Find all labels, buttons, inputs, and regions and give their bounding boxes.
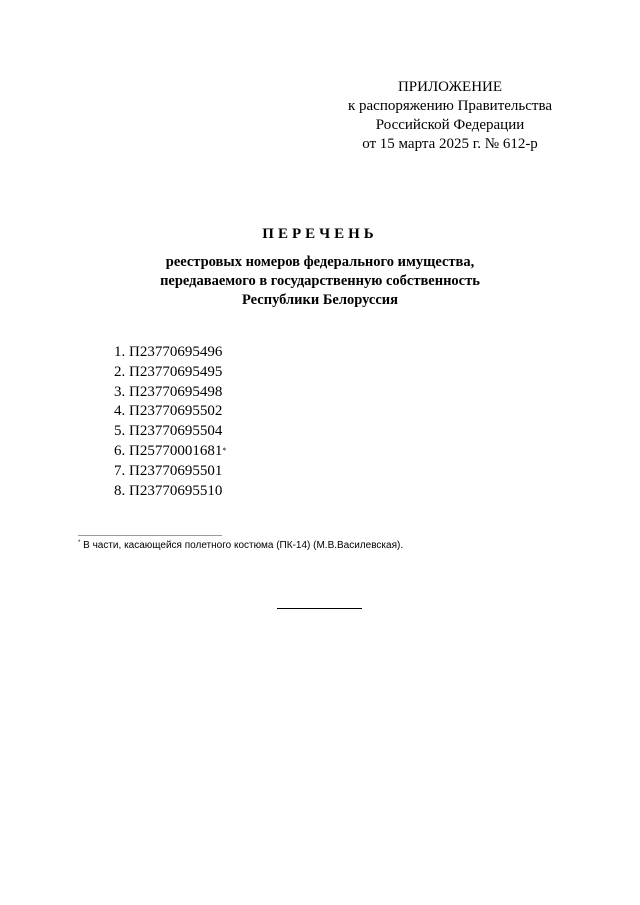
list-item [114,462,226,482]
end-of-document-line [277,608,362,609]
footnote-text: В части, касающейся полетного костюма (ПК-14) (М.В.Василевская). [80,540,404,551]
registry-number-list [114,343,226,501]
list-item-text: 7. П23770695501 [114,462,223,479]
appendix-line-2: Российской Федерации [375,117,525,133]
footnote [78,540,403,551]
list-item [114,402,226,422]
footnote-separator [78,535,222,536]
list-item [114,363,226,383]
list-item-text: 6. П25770001681 [114,442,223,459]
document-subtitle [80,253,560,310]
appendix-header [300,78,600,154]
list-item [114,343,226,363]
list-item-text: 4. П23770695502 [114,403,223,420]
list-item [114,442,226,462]
list-item-text: 2. П23770695495 [114,363,223,380]
list-item-text: 5. П23770695504 [114,423,223,440]
appendix-line-1: к распоряжению Правительства [347,98,552,114]
appendix-line-3: от 15 марта 2025 г. № 612-р [362,136,538,152]
list-item [114,482,226,502]
list-item-text: 3. П23770695498 [114,383,223,400]
appendix-heading: ПРИЛОЖЕНИЕ [397,79,503,95]
list-item [114,383,226,403]
document-title: ПЕРЕЧЕНЬ [262,226,378,242]
subtitle-line-1: реестровых номеров федерального имущества, [165,254,475,270]
subtitle-line-3: Республики Белоруссия [242,292,398,308]
footnote-mark: * [222,445,227,455]
subtitle-line-2: передаваемого в государственную собственность [160,273,480,289]
footnote-mark: * [78,540,81,546]
list-item [114,422,226,442]
list-item-text: 8. П23770695510 [114,482,223,499]
list-item-text: 1. П23770695496 [114,344,223,360]
